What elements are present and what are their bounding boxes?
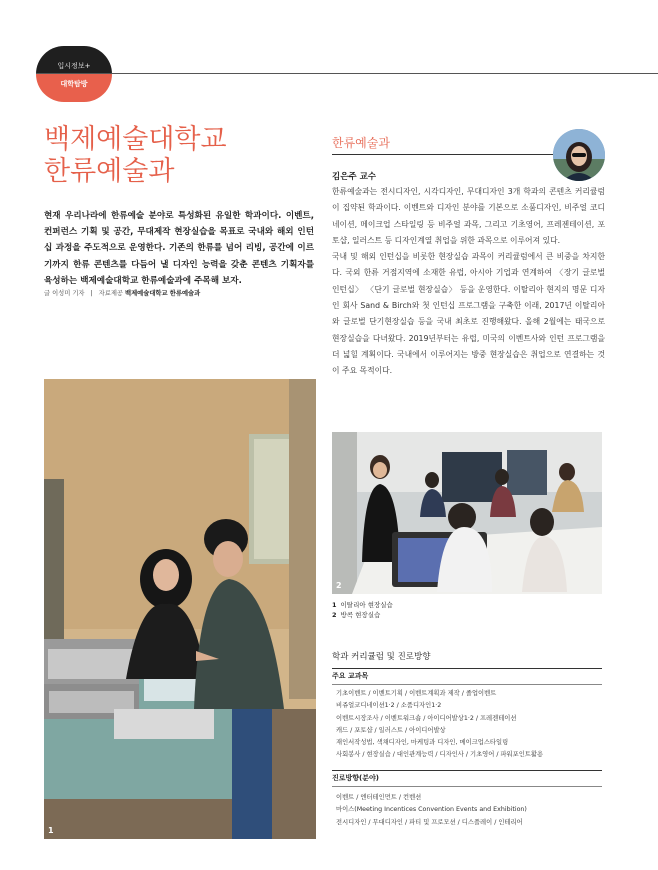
courses-top-rule	[332, 668, 602, 669]
caption-2	[332, 610, 393, 620]
badge-section-label: 입시정보+	[57, 62, 91, 70]
credit-separator: |	[90, 290, 93, 297]
career-list	[336, 792, 527, 829]
portrait-image	[553, 129, 605, 181]
caption-1	[332, 600, 393, 610]
photo-italy-internship	[44, 379, 316, 839]
badge-rule	[36, 73, 658, 74]
italy-photo-image	[44, 379, 316, 839]
bangkok-photo-image	[332, 432, 602, 594]
credit-line	[44, 288, 200, 297]
section-badge	[36, 46, 112, 102]
article-section-title: 한류예술과	[332, 136, 390, 150]
course-line-2: 비쥬얼코디네이션1·2 / 소품디자인1·2	[336, 702, 442, 710]
professor-portrait	[553, 129, 605, 181]
lead-paragraph: 현재 우리나라에 한류예술 분야로 특성화된 유일한 학과이다. 이벤트, 컨퍼런스 기획 및 공간, 무대제작 현장실습을 목표로 국내와 해외 인턴십 과정을 주도적으로 운영한다. 기존의 한류를 넘어 리빙, 공간에 이르기까지 한류 콘텐츠를 다듬어 낼 디자인 능력을 갖춘 콘텐츠 기획자를 육성하는 백제예술대학교 한류예술과에 주목해 보자.	[44, 211, 314, 286]
course-line-6: 사회봉사 / 현장실습 / 대인관계능력 / 디자인사 / 기초영어 / 파워포인트활용	[336, 751, 544, 759]
author-name: 김은주 교수	[332, 172, 377, 182]
badge-category-label: 대학탐방	[60, 80, 88, 88]
article-paragraph-1: 한류예술과는 전시디자인, 시각디자인, 무대디자인 3개 학과의 콘텐츠 커리큘럼이 집약된 학과이다. 이벤트와 디자인 분야를 기본으로 소품디자인, 비주얼 코디네이션, 메이크업 스타일링 등 비주얼 과목, 그리고 기초영어, 프레젠테이션, 포토샵, 일러스트 등 디자인계열 취업을 위한 과목으로 이루어져 있다.	[332, 187, 605, 245]
caption-1-text: 이탈리아 현장실습	[340, 601, 393, 609]
caption-2-text: 방콕 현장실습	[340, 611, 381, 619]
caption-2-number: 2	[332, 611, 337, 619]
curriculum-heading: 학과 커리큘럼 및 진로방향	[332, 652, 431, 662]
course-line-4: 캐드 / 포토샵 / 일러스트 / 아이디어발상	[336, 726, 446, 734]
credit-source: 백제예술대학교 한류예술과	[125, 290, 201, 297]
course-line-1: 기초이벤트 / 이벤트기획 / 이벤트계획과 제작 / 졸업이벤트	[336, 690, 497, 697]
career-sub-rule	[332, 786, 602, 787]
course-line-3: 이벤트시장조사 / 이벤트워크숍 / 아이디어발상1·2 / 프레젠테이션	[336, 714, 517, 722]
career-line-2: 마이스(Meeting Incentices Convention Events and Exhibition)	[336, 806, 527, 814]
career-title: 진로방향(분야)	[332, 774, 379, 782]
course-line-5: 재인서작성법, 색채디자인, 마케팅과 디자인, 메이크업스타일링	[336, 739, 509, 747]
article-body	[332, 184, 605, 380]
photo-captions	[332, 600, 393, 620]
article-paragraph-2: 국내 및 해외 인턴십을 비롯한 현장실습 과목이 커리큘럼에서 큰 비중을 차지한다. 국외 한류 거점지역에 소재한 유럽, 아시아 기업과 연계하여 〈장기 글로벌 인턴십〉 〈단기 글로벌 현장실습〉 등을 운영한다. 이탈리아 현지의 명문 디자인 회사 Sand & Birch와 첫 인턴십 프로그램을 구축한 이래, 2017년 이탈리아와 글로벌 단기현장실습 등을 국내 최초로 진행해왔다. 올해 2월에는 태국으로 현장실습을 다녀왔다. 2019년부터는 유럽, 미국의 이벤트사와 인턴 프로그램을 더 넓힐 계획이다. 국내에서 이루어지는 방중 현장실습은 취업으로 연결하는 것이 주요 목적이다.	[332, 252, 605, 376]
career-line-1: 이벤트 / 엔터테인먼트 / 컨벤션	[336, 794, 422, 801]
courses-title: 주요 교과목	[332, 672, 369, 680]
credit-source-label: 자료제공	[98, 290, 123, 297]
courses-list	[336, 688, 543, 762]
photo-bangkok-internship	[332, 432, 602, 594]
caption-1-number: 1	[332, 601, 337, 609]
career-line-3: 전시디자인 / 무대디자인 / 파티 및 프로모션 / 디스플레이 / 인테리어	[336, 818, 523, 826]
photo2-number: 2	[336, 581, 342, 590]
credit-writer: 글 이성미 기자	[44, 290, 85, 297]
title-line-1: 백제예술대학교	[44, 124, 227, 155]
courses-sub-rule	[332, 684, 602, 685]
career-top-rule	[332, 770, 602, 771]
page-title	[44, 124, 304, 188]
photo1-number: 1	[48, 826, 54, 835]
title-line-2: 한류예술과	[44, 156, 175, 187]
